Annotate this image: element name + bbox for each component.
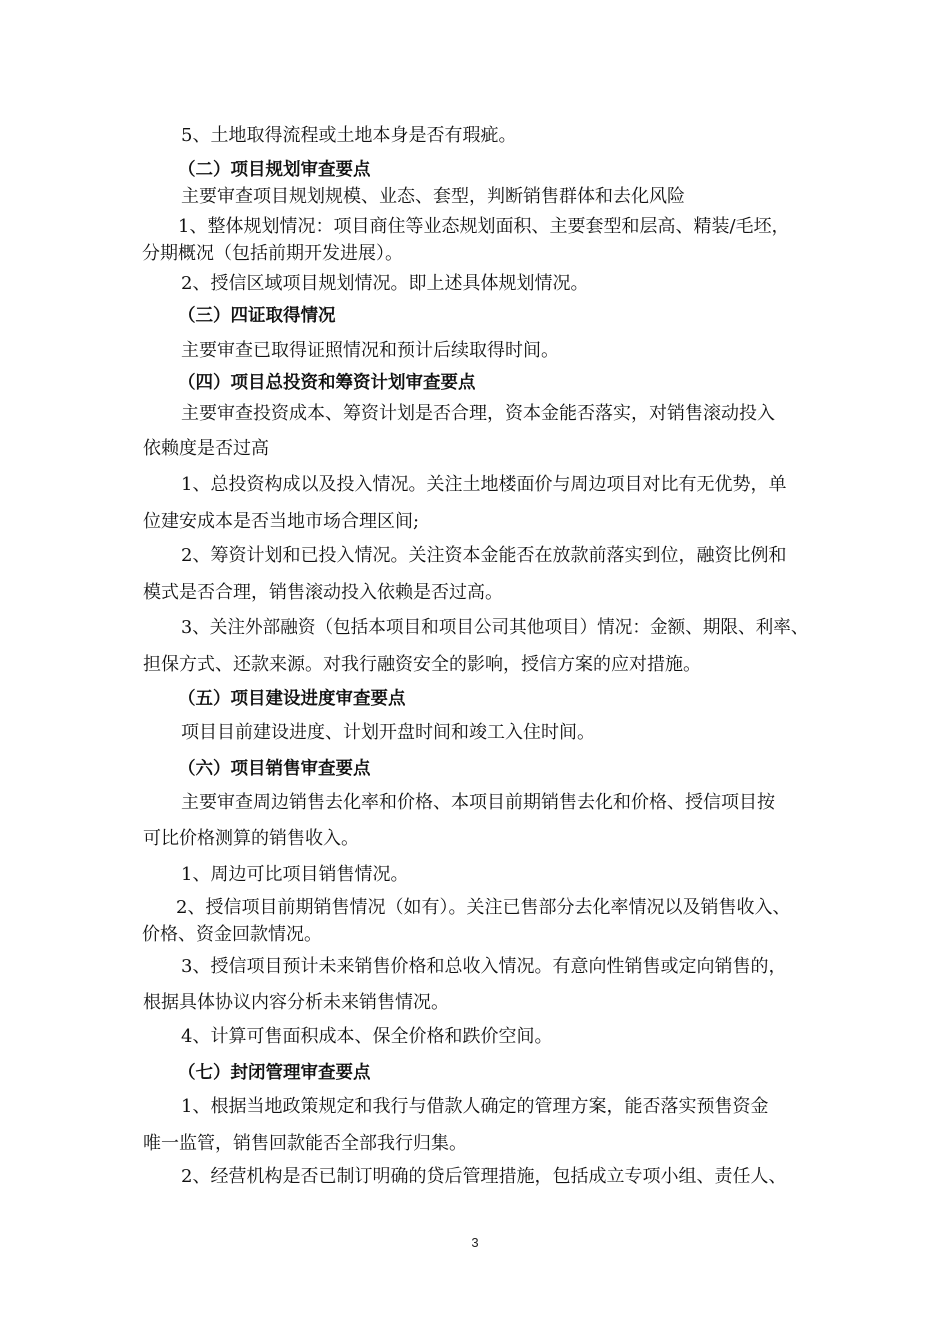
paragraph-line: 主要审查已取得证照情况和预计后续取得时间。 [181,340,559,361]
paragraph-line: 2、授信区域项目规划情况。即上述具体规划情况。 [181,273,589,294]
paragraph-line: 依赖度是否过高 [143,438,269,459]
section-heading: （二）项目规划审查要点 [178,160,371,180]
paragraph-line: 担保方式、还款来源。对我行融资安全的影响，授信方案的应对措施。 [143,654,701,675]
paragraph-line: 2、筹资计划和已投入情况。关注资本金能否在放款前落实到位，融资比例和 [181,545,787,566]
paragraph-line: 3、授信项目预计未来销售价格和总收入情况。有意向性销售或定向销售的， [181,956,787,977]
paragraph-line: 2、经营机构是否已制订明确的贷后管理措施，包括成立专项小组、责任人、 [181,1166,787,1187]
paragraph-line: 1、周边可比项目销售情况。 [181,864,409,885]
section-heading: （三）四证取得情况 [178,306,336,326]
paragraph-line: 主要审查周边销售去化率和价格、本项目前期销售去化和价格、授信项目按 [181,792,775,813]
paragraph-line: 模式是否合理，销售滚动投入依赖是否过高。 [143,582,503,603]
paragraph-line: 唯一监管，销售回款能否全部我行归集。 [143,1133,467,1154]
paragraph-line: 2、授信项目前期销售情况（如有）。关注已售部分去化率情况以及销售收入、 [176,897,791,918]
paragraph-line: 根据具体协议内容分析未来销售情况。 [143,992,449,1013]
paragraph-line: 主要审查投资成本、筹资计划是否合理，资本金能否落实，对销售滚动投入 [181,403,775,424]
section-heading: （七）封闭管理审查要点 [178,1063,371,1083]
paragraph-line: 1、根据当地政策规定和我行与借款人确定的管理方案，能否落实预售资金 [181,1096,769,1117]
paragraph-line: 项目目前建设进度、计划开盘时间和竣工入住时间。 [181,722,595,743]
paragraph-line: 5、土地取得流程或土地本身是否有瑕疵。 [181,125,517,146]
paragraph-line: 1、整体规划情况：项目商住等业态规划面积、主要套型和层高、精装/毛坯， [178,216,790,237]
paragraph-line: 1、总投资构成以及投入情况。关注土地楼面价与周边项目对比有无优势，单 [181,474,787,495]
paragraph-line: 位建安成本是否当地市场合理区间; [143,511,420,532]
page-number: 3 [471,1235,479,1250]
paragraph-line: 分期概况（包括前期开发进展）。 [142,243,403,264]
paragraph-line: 可比价格测算的销售收入。 [143,828,359,849]
paragraph-line: 主要审查项目规划规模、业态、套型，判断销售群体和去化风险 [181,186,685,207]
paragraph-line: 4、计算可售面积成本、保全价格和跌价空间。 [181,1026,553,1047]
section-heading: （四）项目总投资和筹资计划审查要点 [178,373,476,393]
paragraph-line: 价格、资金回款情况。 [142,924,322,945]
section-heading: （五）项目建设进度审查要点 [178,689,406,709]
section-heading: （六）项目销售审查要点 [178,759,371,779]
paragraph-line: 3、关注外部融资（包括本项目和项目公司其他项目）情况：金额、期限、利率、 [181,617,809,638]
